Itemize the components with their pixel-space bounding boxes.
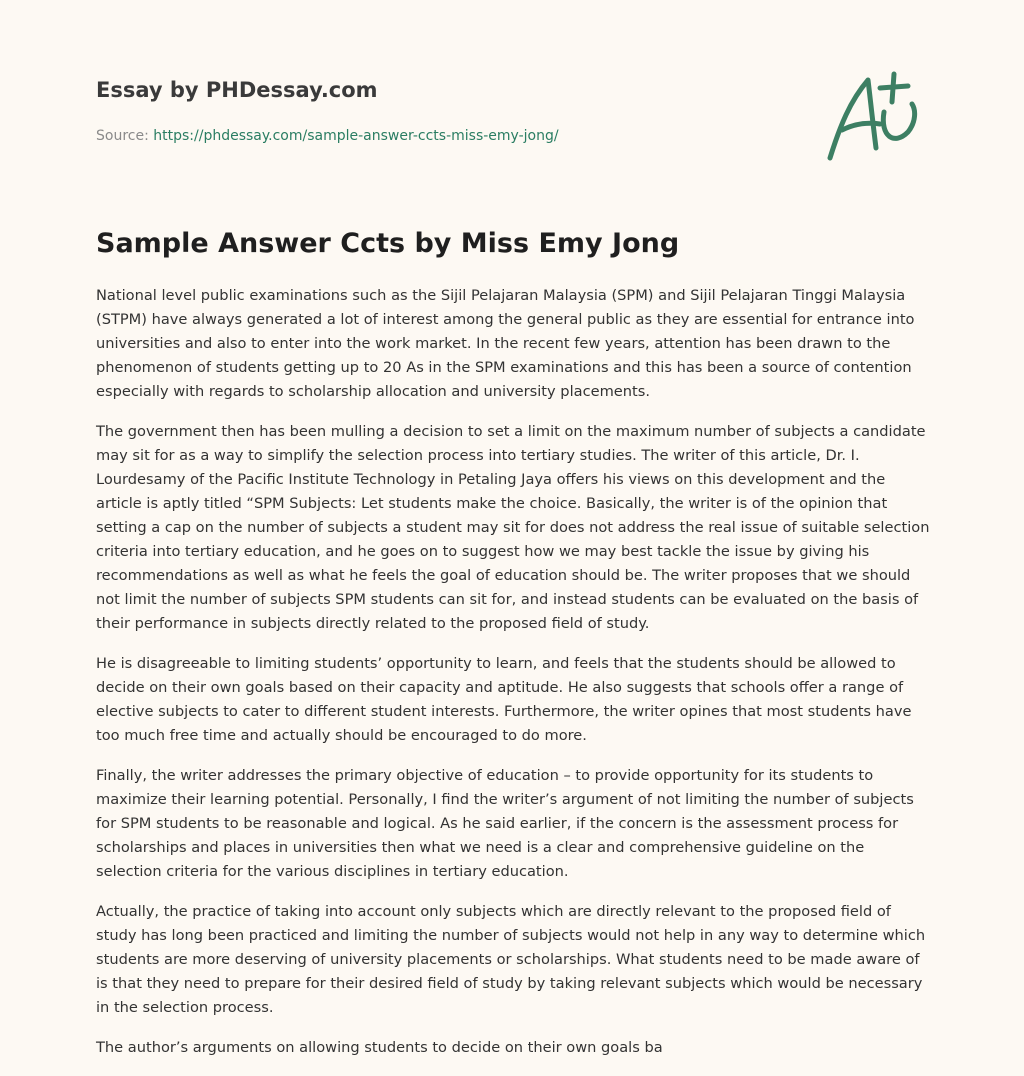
source-link[interactable]: https://phdessay.com/sample-answer-ccts-miss-emy-jong/	[153, 128, 559, 144]
essay-paragraph: The government then has been mulling a decision to set a limit on the maximum number of subjects a candidate may sit for as a way to simplify the selection process into tertiary studies. The writer of this article, Dr. I. Lourdesamy of the Pacific Institute Technology in Petaling Jaya offers his views on this development and the article is aptly titled “SPM Subjects: Let students make the choice. Basically, the writer is of the opinion that setting a cap on the number of subjects a student may sit for does not address the real issue of suitable selection criteria into tertiary education, and he goes on to suggest how we may best tackle the issue by giving his recommendations as well as what he feels the goal of education should be. The writer proposes that we should not limit the number of subjects SPM students can sit for, and instead students can be evaluated on the basis of their performance in subjects directly related to the proposed field of study.	[96, 423, 930, 632]
essay-paragraph: The author’s arguments on allowing students to decide on their own goals ba	[96, 1039, 663, 1056]
source-label: Source:	[96, 128, 154, 144]
essay-title: Sample Answer Ccts by Miss Emy Jong	[96, 228, 680, 259]
essay-paragraph: Finally, the writer addresses the primary objective of education – to provide opportunity for its students to maximize their learning potential. Personally, I find the writer’s argument of not limiting the number of subjects for SPM students to be reasonable and logical. As he said earlier, if the concern is the assessment process for scholarships and places in universities then what we need is a clear and comprehensive guideline on the selection criteria for the various disciplines in tertiary education.	[96, 767, 914, 880]
essay-content	[96, 224, 932, 1076]
a-plus-logo-icon	[820, 66, 930, 166]
page-header	[96, 76, 796, 146]
essay-paragraph: National level public examinations such as the Sijil Pelajaran Malaysia (SPM) and Sijil Pelajaran Tinggi Malaysia (STPM) have always generated a lot of interest among the general public as they are essential for entrance into universities and also to enter into the work market. In the recent few years, attention has been drawn to the phenomenon of students getting up to 20 As in the SPM examinations and this has been a source of contention especially with regards to scholarship allocation and university placements.	[96, 287, 915, 400]
essay-paragraph: Actually, the practice of taking into account only subjects which are directly relevant to the proposed field of study has long been practiced and limiting the number of subjects would not help in any way to determine which students are more deserving of university placements or scholarships. What students need to be made aware of is that they need to prepare for their desired field of study by taking relevant subjects which would be necessary in the selection process.	[96, 903, 926, 1016]
essay-paragraph: He is disagreeable to limiting students’ opportunity to learn, and feels that the students should be allowed to decide on their own goals based on their capacity and aptitude. He also suggests that schools offer a range of elective subjects to cater to different student interests. Furthermore, the writer opines that most students have too much free time and actually should be encouraged to do more.	[96, 655, 912, 744]
site-title: Essay by PHDessay.com	[96, 78, 378, 102]
source-line	[96, 126, 796, 146]
